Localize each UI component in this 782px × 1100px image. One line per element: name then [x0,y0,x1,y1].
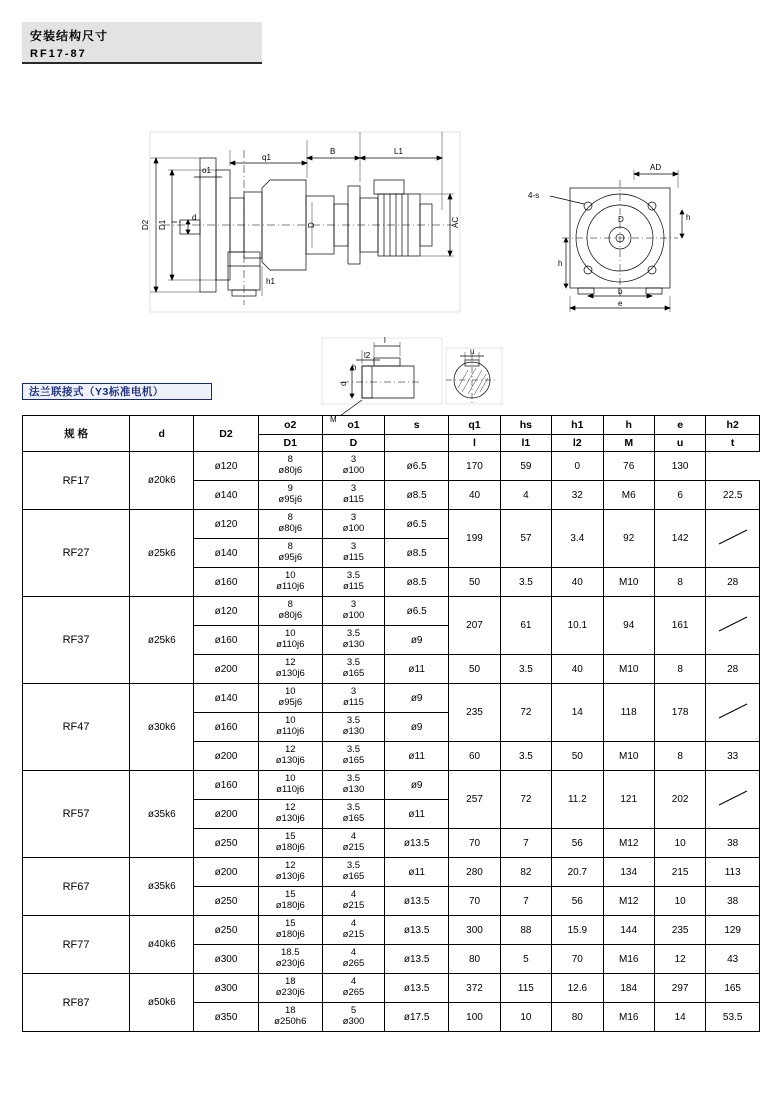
table-cell-s: ø13.5 [385,916,449,945]
table-cell-o2-d1: 18 ø250h6 [258,1003,322,1032]
table-cell-d2: ø250 [194,829,258,858]
svg-text:b: b [618,287,623,296]
svg-text:q1: q1 [262,153,271,162]
table-cell-model: RF87 [23,974,130,1032]
table-cell-h1-l2: 15.9 [552,916,603,945]
table-cell-h1-l2: 80 [552,1003,603,1032]
table-header-cell: o1 [322,416,384,435]
table-cell-e-u: 6 [654,481,705,510]
table-cell-model: RF37 [23,597,130,684]
table-cell-d: ø35k6 [130,858,194,916]
table-cell-h2-t [706,597,760,655]
svg-text:h: h [352,363,357,372]
table-cell-model: RF47 [23,684,130,771]
table-cell-e-u: 12 [654,945,705,974]
table-cell-o1-d: 4 ø215 [322,916,384,945]
table-cell-q1-l: 50 [449,655,500,684]
table-cell-s: ø11 [385,800,449,829]
table-cell-s: ø8.5 [385,568,449,597]
table-cell-h-m: M12 [603,829,654,858]
table-cell-d2: ø140 [194,684,258,713]
table-cell-h2-t: 28 [706,655,760,684]
table-header-cell: q1 [449,416,500,435]
table-cell-s: ø6.5 [385,452,449,481]
table-cell-d: ø25k6 [130,597,194,684]
table-header-cell: l1 [500,435,551,452]
table-cell-d2: ø160 [194,626,258,655]
table-cell-hs-l1: 3.5 [500,568,551,597]
table-cell-d2: ø120 [194,452,258,481]
table-cell-q1-l: 199 [449,510,500,568]
table-cell-h1-l2: 14 [552,684,603,742]
table-cell-o2-d1: 10 ø110j6 [258,771,322,800]
table-cell-o2-d1: 12 ø130j6 [258,800,322,829]
table-header-cell [385,435,449,452]
table-header-cell: u [654,435,705,452]
table-cell-s: ø13.5 [385,974,449,1003]
table-header-row-1 [23,416,760,435]
table-cell-h-m: M12 [603,887,654,916]
table-cell-q1-l: 235 [449,684,500,742]
table-cell-hs-l1: 7 [500,887,551,916]
table-cell-hs-l1: 72 [500,771,551,829]
svg-text:h1: h1 [266,277,275,286]
table-cell-e-u: 178 [654,684,705,742]
table-cell-h2-t [706,684,760,742]
table-cell-e-u: 130 [654,452,705,481]
table-cell-o2-d1: 10 ø110j6 [258,568,322,597]
svg-text:M: M [330,415,337,424]
table-cell-h2-t: 22.5 [706,481,760,510]
table-header-cell: 规 格 [23,416,130,452]
table-cell-e-u: 202 [654,771,705,829]
table-header-cell: h2 [706,416,760,435]
table-cell-h1-l2: 0 [552,452,603,481]
table-cell-hs-l1: 59 [500,452,551,481]
table-cell-h-m: 134 [603,858,654,887]
table-cell-o2-d1: 15 ø180j6 [258,829,322,858]
table-cell-hs-l1: 3.5 [500,655,551,684]
table-cell-h-m: M10 [603,742,654,771]
table-cell-o1-d: 3 ø115 [322,481,384,510]
table-cell-model: RF17 [23,452,130,510]
table-cell-s: ø13.5 [385,887,449,916]
table-cell-hs-l1: 5 [500,945,551,974]
table-header-cell: D [322,435,384,452]
table-cell-hs-l1: 61 [500,597,551,655]
table-cell-d2: ø120 [194,597,258,626]
table-cell-d2: ø350 [194,1003,258,1032]
table-cell-o2-d1: 12 ø130j6 [258,655,322,684]
header-title-cn: 安装结构尺寸 [30,29,109,43]
table-cell-h-m: 184 [603,974,654,1003]
table-row [23,771,760,800]
table-cell-q1-l: 50 [449,568,500,597]
table-header-cell: l [449,435,500,452]
table-cell-model: RF57 [23,771,130,858]
table-header-cell: e [654,416,705,435]
table-cell-s: ø8.5 [385,539,449,568]
table-cell-q1-l: 280 [449,858,500,887]
svg-text:D: D [307,222,316,228]
svg-text:h: h [558,259,563,268]
table-cell-o1-d: 3 ø100 [322,510,384,539]
table-cell-o1-d: 3.5 ø165 [322,800,384,829]
table-cell-o2-d1: 10 ø110j6 [258,626,322,655]
table-cell-o1-d: 3 ø115 [322,684,384,713]
table-cell-q1-l: 207 [449,597,500,655]
table-cell-s: ø11 [385,742,449,771]
table-cell-d2: ø250 [194,916,258,945]
svg-text:AC: AC [451,216,460,228]
table-cell-o1-d: 3.5 ø115 [322,568,384,597]
table-cell-q1-l: 372 [449,974,500,1003]
table-header-cell: h1 [552,416,603,435]
svg-text:D: D [618,215,624,224]
svg-text:AD: AD [650,163,662,172]
table-cell-h1-l2: 70 [552,945,603,974]
table-cell-h2-t: 53.5 [706,1003,760,1032]
table-cell-o2-d1: 8 ø80j6 [258,452,322,481]
table-cell-h-m: M10 [603,655,654,684]
svg-text:D2: D2 [141,219,150,230]
table-cell-o1-d: 4 ø215 [322,887,384,916]
table-cell-d2: ø200 [194,655,258,684]
table-cell-model: RF77 [23,916,130,974]
table-cell-h2-t [706,510,760,568]
table-cell-o2-d1: 18 ø230j6 [258,974,322,1003]
table-cell-h-m: 118 [603,684,654,742]
table-cell-h-m: M10 [603,568,654,597]
table-cell-h-m: 121 [603,771,654,829]
table-cell-s: ø6.5 [385,597,449,626]
table-cell-d: ø25k6 [130,510,194,597]
table-cell-s: ø9 [385,626,449,655]
table-cell-o1-d: 3 ø100 [322,597,384,626]
svg-text:L1: L1 [394,147,403,156]
table-cell-h2-t [706,771,760,829]
table-cell-d2: ø250 [194,887,258,916]
table-cell-h2-t: 38 [706,887,760,916]
table-cell-s: ø6.5 [385,510,449,539]
table-cell-e-u: 8 [654,742,705,771]
table-header-cell: l2 [552,435,603,452]
table-cell-o1-d: 3.5 ø130 [322,713,384,742]
table-cell-hs-l1: 3.5 [500,742,551,771]
table-cell-h1-l2: 12.6 [552,974,603,1003]
svg-text:B: B [330,147,336,156]
table-row [23,684,760,713]
table-cell-o2-d1: 15 ø180j6 [258,916,322,945]
table-cell-d: ø30k6 [130,684,194,771]
table-cell-o2-d1: 9 ø95j6 [258,481,322,510]
table-cell-s: ø8.5 [385,481,449,510]
section-title-flange [22,383,212,400]
table-cell-o1-d: 4 ø265 [322,945,384,974]
table-cell-d: ø20k6 [130,452,194,510]
table-cell-h-m: M16 [603,1003,654,1032]
table-cell-e-u: 297 [654,974,705,1003]
table-cell-o1-d: 3 ø115 [322,539,384,568]
table-cell-q1-l: 257 [449,771,500,829]
table-cell-h1-l2: 10.1 [552,597,603,655]
table-header-cell: D1 [258,435,322,452]
table-cell-o1-d: 3.5 ø165 [322,858,384,887]
table-cell-d2: ø300 [194,945,258,974]
table-cell-d2: ø140 [194,539,258,568]
table-cell-model: RF67 [23,858,130,916]
table-cell-q1-l: 80 [449,945,500,974]
table-cell-o2-d1: 18.5 ø230j6 [258,945,322,974]
table-cell-s: ø9 [385,684,449,713]
specification-table [22,415,760,1032]
table-cell-o1-d: 3 ø100 [322,452,384,481]
table-cell-hs-l1: 115 [500,974,551,1003]
table-cell-hs-l1: 88 [500,916,551,945]
table-cell-o1-d: 4 ø265 [322,974,384,1003]
table-header-cell: d [130,416,194,452]
table-cell-d2: ø300 [194,974,258,1003]
table-cell-h2-t: 28 [706,568,760,597]
table-cell-o2-d1: 8 ø95j6 [258,539,322,568]
table-cell-s: ø11 [385,858,449,887]
table-cell-h-m: 92 [603,510,654,568]
table-cell-h-m: 76 [603,452,654,481]
table-cell-h2-t: 113 [706,858,760,887]
table-cell-h1-l2: 32 [552,481,603,510]
table-cell-s: ø17.5 [385,1003,449,1032]
table-cell-e-u: 8 [654,655,705,684]
svg-text:4-s: 4-s [528,191,540,200]
table-cell-e-u: 215 [654,858,705,887]
table-cell-o1-d: 3.5 ø130 [322,771,384,800]
svg-text:l: l [384,336,386,345]
table-cell-q1-l: 70 [449,829,500,858]
table-cell-e-u: 161 [654,597,705,655]
table-cell-h2-t: 33 [706,742,760,771]
table-cell-q1-l: 170 [449,452,500,481]
table-cell-o1-d: 3.5 ø165 [322,742,384,771]
table-cell-o1-d: 3.5 ø165 [322,655,384,684]
table-cell-hs-l1: 72 [500,684,551,742]
table-cell-o2-d1: 15 ø180j6 [258,887,322,916]
table-cell-o2-d1: 12 ø130j6 [258,742,322,771]
table-cell-h1-l2: 40 [552,655,603,684]
table-cell-o2-d1: 10 ø110j6 [258,713,322,742]
table-cell-s: ø13.5 [385,945,449,974]
table-cell-q1-l: 70 [449,887,500,916]
svg-text:d: d [339,381,348,386]
table-cell-h1-l2: 56 [552,887,603,916]
table-cell-q1-l: 300 [449,916,500,945]
table-header-cell: hs [500,416,551,435]
table-cell-o2-d1: 8 ø80j6 [258,510,322,539]
table-header-cell: h [603,416,654,435]
table-header-cell: s [385,416,449,435]
table-cell-s: ø9 [385,771,449,800]
table-cell-e-u: 10 [654,829,705,858]
table-cell-h2-t: 165 [706,974,760,1003]
table-cell-hs-l1: 4 [500,481,551,510]
table-cell-h-m: M6 [603,481,654,510]
table-header-cell: D2 [194,416,258,452]
table-cell-model: RF27 [23,510,130,597]
table-cell-e-u: 235 [654,916,705,945]
table-row [23,597,760,626]
table-cell-h1-l2: 20.7 [552,858,603,887]
table-cell-q1-l: 40 [449,481,500,510]
table-row [23,510,760,539]
table-cell-d: ø40k6 [130,916,194,974]
table-cell-e-u: 142 [654,510,705,568]
table-cell-o1-d: 4 ø215 [322,829,384,858]
table-cell-o2-d1: 12 ø130j6 [258,858,322,887]
table-cell-o1-d: 5 ø300 [322,1003,384,1032]
svg-text:d: d [192,213,197,222]
table-cell-h-m: 94 [603,597,654,655]
section-title-text: 法兰联接式（Y3标准电机） [29,386,164,398]
svg-text:l2: l2 [364,351,371,360]
table-cell-d2: ø140 [194,481,258,510]
svg-text:e: e [618,299,623,308]
table-cell-h1-l2: 56 [552,829,603,858]
table-row [23,452,760,481]
table-cell-d2: ø200 [194,858,258,887]
table-cell-d2: ø160 [194,771,258,800]
table-cell-d2: ø200 [194,742,258,771]
svg-text:u: u [470,347,475,356]
header-title-code: RF17-87 [30,48,87,60]
table-cell-d: ø50k6 [130,974,194,1032]
table-cell-h-m: M16 [603,945,654,974]
svg-text:o1: o1 [202,166,211,175]
table-cell-hs-l1: 10 [500,1003,551,1032]
table-cell-s: ø13.5 [385,829,449,858]
table-cell-h1-l2: 40 [552,568,603,597]
table-cell-s: ø11 [385,655,449,684]
table-header-cell: o2 [258,416,322,435]
table-cell-o2-d1: 8 ø80j6 [258,597,322,626]
table-cell-d2: ø160 [194,713,258,742]
page-header [22,22,262,64]
svg-text:h: h [686,213,691,222]
table-cell-o2-d1: 10 ø95j6 [258,684,322,713]
table-header-cell: M [603,435,654,452]
table-cell-h2-t: 38 [706,829,760,858]
table-cell-h1-l2: 11.2 [552,771,603,829]
table-cell-q1-l: 60 [449,742,500,771]
table-cell-s: ø9 [385,713,449,742]
table-cell-o1-d: 3.5 ø130 [322,626,384,655]
table-cell-hs-l1: 57 [500,510,551,568]
table-cell-h2-t: 43 [706,945,760,974]
table-cell-h1-l2: 3.4 [552,510,603,568]
table-cell-e-u: 10 [654,887,705,916]
table-cell-h1-l2: 50 [552,742,603,771]
svg-text:D1: D1 [158,219,167,230]
table-row [23,858,760,887]
table-row [23,916,760,945]
table-header-cell: t [706,435,760,452]
table-cell-e-u: 8 [654,568,705,597]
table-cell-q1-l: 100 [449,1003,500,1032]
table-cell-e-u: 14 [654,1003,705,1032]
table-cell-d2: ø160 [194,568,258,597]
table-cell-d2: ø120 [194,510,258,539]
table-cell-d: ø35k6 [130,771,194,858]
table-cell-hs-l1: 82 [500,858,551,887]
table-cell-h-m: 144 [603,916,654,945]
table-cell-h2-t: 129 [706,916,760,945]
table-row [23,974,760,1003]
table-cell-d2: ø200 [194,800,258,829]
table-cell-hs-l1: 7 [500,829,551,858]
